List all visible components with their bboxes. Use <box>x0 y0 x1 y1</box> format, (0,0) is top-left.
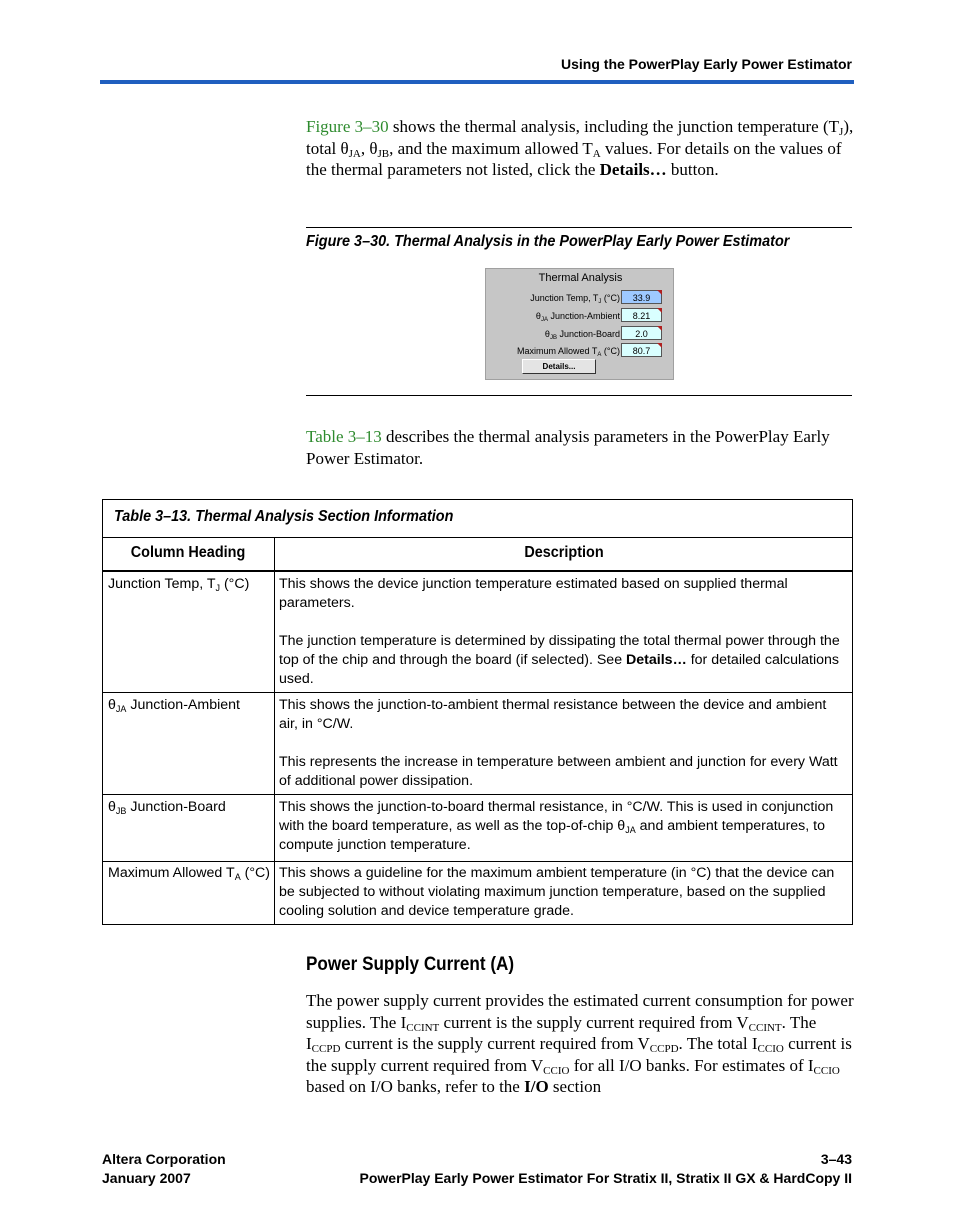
intro-text: , and the maximum allowed T <box>389 138 593 158</box>
table-header-divider <box>102 570 853 572</box>
comment-marker-icon <box>657 343 662 348</box>
details-bold: Details… <box>626 652 687 668</box>
table-column-divider <box>274 537 275 924</box>
table-caption: Table 3–13. Thermal Analysis Section Information <box>114 508 454 525</box>
cell-sub: JB <box>115 806 127 816</box>
header-rule <box>100 80 854 84</box>
cell-paragraph: This shows the junction-to-ambient thermal resistance between the device and ambient air, in °C/W. <box>279 697 827 732</box>
table-row-description <box>279 696 849 791</box>
cell-text: θ <box>108 799 116 815</box>
label-text: Maximum Allowed T <box>517 346 598 356</box>
footer-doc-title: PowerPlay Early Power Estimator For Stratix II, Stratix II GX & HardCopy II <box>359 1170 852 1186</box>
para-text: The power supply current provides the estimated current consumption for power supplies. The I <box>306 991 854 1032</box>
cell-text: Junction Temp, T <box>108 576 216 592</box>
footer-date: January 2007 <box>102 1170 191 1186</box>
para-text: current is the supply current required from V <box>439 1012 749 1032</box>
cell-text: Maximum Allowed T <box>108 865 235 881</box>
footer-page-number: 3–43 <box>820 1151 852 1167</box>
para-sub: CCPD <box>649 1043 679 1055</box>
table-intro-text: describes the thermal analysis parameters in the PowerPlay Early Power Estimator. <box>306 427 830 468</box>
theta-jb-value[interactable] <box>621 326 662 340</box>
label-sub: J <box>598 299 602 305</box>
panel-row-label <box>492 311 620 321</box>
max-allowed-ta-value <box>621 343 662 357</box>
para-text: based on I/O banks, refer to the <box>306 1077 525 1096</box>
para-text: for all I/O banks. For estimates of I <box>569 1055 814 1075</box>
table-row-heading <box>108 575 270 594</box>
figure-rule-bottom <box>306 395 852 396</box>
description-header: Description <box>524 544 604 561</box>
label-text: θ <box>544 329 550 339</box>
label-text: (°C) <box>601 346 620 356</box>
table-divider <box>102 537 853 538</box>
cell-paragraph: This represents the increase in temperature between ambient and junction for every Watt of additional power dissipation. <box>279 754 838 789</box>
cell-paragraph: This shows a guideline for the maximum ambient temperature (in °C) that the device can be subjected to without violating maximum junction temperature, based on the supplied cooling solution and device temperature grade. <box>279 865 835 919</box>
intro-text: ), total θ <box>306 117 854 158</box>
cell-text: Junction-Ambient <box>126 697 240 713</box>
intro-sub: JA <box>348 147 361 160</box>
details-bold: Details… <box>599 160 667 179</box>
cell-text: θ <box>108 697 116 713</box>
label-text: Junction-Board <box>556 329 620 339</box>
value-text: 8.21 <box>632 311 651 321</box>
label-text: Junction-Ambient <box>547 311 620 321</box>
label-text: (°C) <box>601 293 620 303</box>
theta-ja-value[interactable] <box>621 308 662 322</box>
table-row-heading <box>108 864 270 883</box>
label-text: Junction Temp, T <box>530 293 599 303</box>
intro-sub: A <box>592 147 601 160</box>
cell-text: (°C) <box>220 576 250 592</box>
power-supply-paragraph <box>306 990 854 1098</box>
cell-sub: J <box>215 583 221 593</box>
label-text: θ <box>535 311 541 321</box>
value-text: 80.7 <box>632 346 651 356</box>
cell-text: for detailed calculations used. <box>279 652 839 687</box>
value-text: 33.9 <box>632 293 651 303</box>
table-intro-paragraph <box>306 426 854 469</box>
cell-paragraph <box>279 632 849 689</box>
para-sub: CCPD <box>311 1043 341 1055</box>
cell-paragraph <box>279 798 849 855</box>
io-bold: I/O <box>524 1077 549 1096</box>
para-text: current is the supply current required from V <box>306 1034 852 1075</box>
intro-text: shows the thermal analysis, including the junction temperature (T <box>388 117 840 136</box>
cell-text: The junction temperature is determined by dissipating the total thermal power through the top of the chip and through the board (if selected). See <box>279 633 840 668</box>
table-row-divider <box>102 861 853 862</box>
para-sub: CCIO <box>543 1064 570 1077</box>
table-link[interactable]: Table 3–13 <box>306 427 382 446</box>
label-sub: JA <box>540 317 548 323</box>
intro-text: button. <box>666 160 719 179</box>
para-text: section <box>548 1077 602 1096</box>
intro-sub: J <box>839 126 844 138</box>
running-header: Using the PowerPlay Early Power Estimator <box>561 56 852 72</box>
figure-link[interactable]: Figure 3–30 <box>306 117 389 136</box>
label-sub: JB <box>549 335 557 341</box>
panel-row-label <box>492 346 620 356</box>
figure-caption: Figure 3–30. Thermal Analysis in the PowerPlay Early Power Estimator <box>306 233 790 250</box>
cell-text: (°C) <box>240 865 271 881</box>
cell-text: and ambient temperatures, to compute junction temperature. <box>279 818 825 853</box>
panel-title: Thermal Analysis <box>538 272 623 284</box>
label-sub: A <box>597 352 602 358</box>
para-text: current is the supply current required from V <box>340 1034 650 1053</box>
cell-paragraph: This shows the device junction temperature estimated based on supplied thermal parameters. <box>279 576 788 611</box>
comment-marker-icon <box>657 290 662 295</box>
table-row-heading <box>108 696 270 715</box>
table-row-divider <box>102 794 853 795</box>
para-sub: CCINT <box>748 1021 782 1034</box>
column-heading-header: Column Heading <box>130 544 246 561</box>
figure-rule-top <box>306 227 852 228</box>
intro-paragraph <box>306 116 854 181</box>
panel-row-label <box>492 329 620 339</box>
para-text: . The total I <box>678 1034 758 1053</box>
panel-row-label <box>492 293 620 303</box>
cell-text: Junction-Board <box>126 799 226 815</box>
table-row-heading <box>108 798 270 817</box>
cell-sub: JA <box>115 704 127 714</box>
para-sub: CCINT <box>406 1021 440 1034</box>
table-row-description <box>279 575 849 689</box>
table-row-description <box>279 864 849 921</box>
para-sub: CCIO <box>813 1064 840 1077</box>
table-row-divider <box>102 692 853 693</box>
intro-sub: JB <box>377 147 390 160</box>
value-text: 2.0 <box>635 329 648 339</box>
junction-temp-value <box>621 290 662 304</box>
table-row-description <box>279 798 849 855</box>
footer-company: Altera Corporation <box>102 1151 226 1167</box>
thermal-analysis-panel <box>485 268 674 380</box>
para-text: . The I <box>306 1012 817 1053</box>
section-heading: Power Supply Current (A) <box>306 954 515 975</box>
intro-text: , θ <box>360 138 378 158</box>
details-button[interactable]: Details... <box>522 359 596 374</box>
comment-marker-icon <box>657 326 662 331</box>
cell-sub: JA <box>625 825 636 835</box>
cell-sub: A <box>234 872 241 882</box>
cell-text: This shows the junction-to-board thermal resistance, in °C/W. This is used in conjunction with the board temperature, as well as the top-of-chip θ <box>279 799 834 834</box>
intro-text: values. For details on the values of the thermal parameters not listed, click the <box>306 138 842 179</box>
para-sub: CCIO <box>757 1043 784 1055</box>
comment-marker-icon <box>657 308 662 313</box>
